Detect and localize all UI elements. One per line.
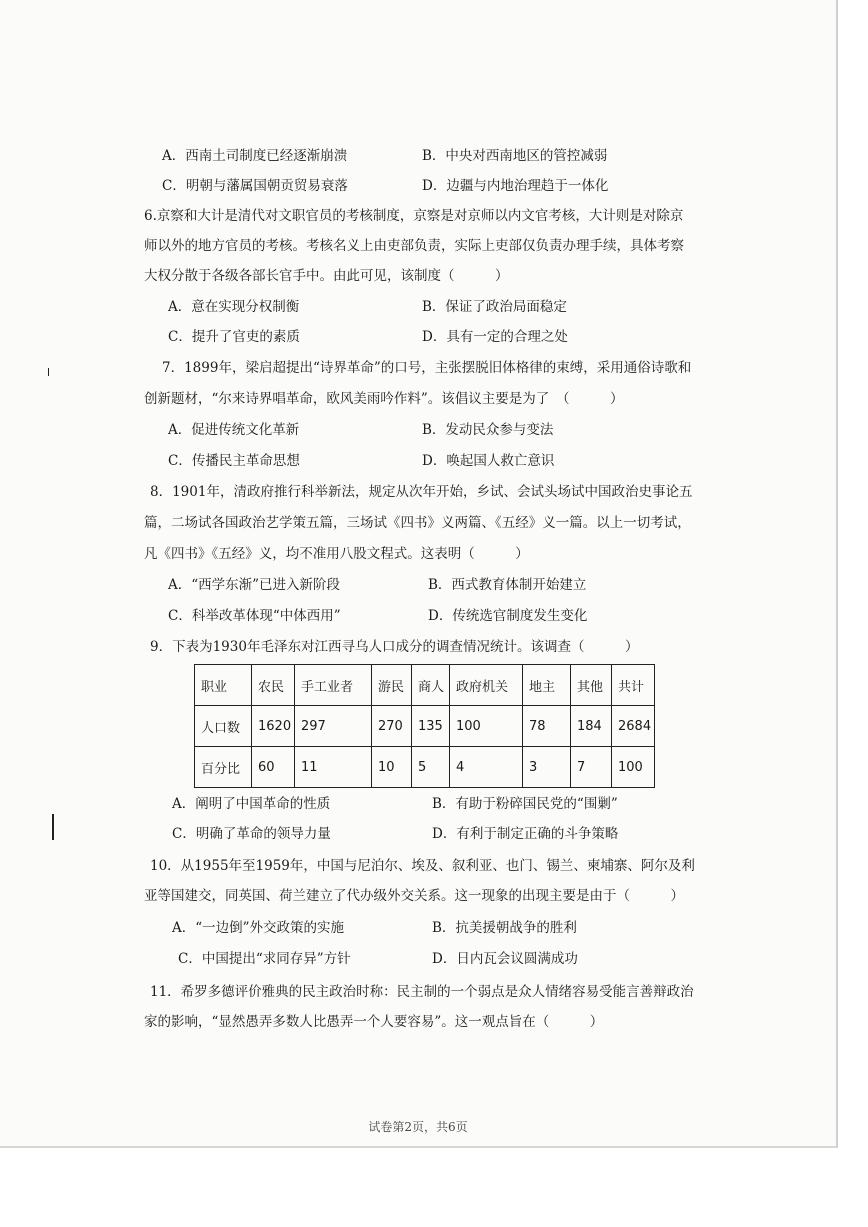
table-cell: 3 [523, 747, 571, 788]
table-cell: 5 [412, 747, 450, 788]
table-header-cell: 游民 [372, 665, 412, 706]
page-footer: 试卷第2页，共6页 [368, 1120, 468, 1134]
q10-option-b: B．抗美援朝战争的胜利 [432, 920, 577, 936]
table-header-cell: 共计 [612, 665, 655, 706]
q8-stem-line-2: 篇，二场试各国政治艺学策五篇，三场试《四书》义两篇、《五经》义一篇。以上一切考试， [144, 515, 691, 531]
census-table [194, 664, 655, 788]
table-cell: 百分比 [195, 747, 252, 788]
table-cell: 60 [252, 747, 295, 788]
q7-stem-line-2: 创新题材，“尔来诗界唱革命，欧风美雨吟作料”。该倡议主要是为了 （ ） [144, 391, 624, 407]
q8-stem-line-3: 凡《四书》《五经》义，均不准用八股文程式。这表明（ ） [144, 546, 529, 562]
prev-option-a: A．西南土司制度已经逐渐崩溃 [162, 148, 348, 164]
q8-option-d: D．传统选官制度发生变化 [428, 608, 588, 624]
q11-stem-line-2: 家的影响，“显然愚弄多数人比愚弄一个人要容易”。这一观点旨在（ ） [144, 1014, 604, 1030]
q6-stem-line-2: 师以外的地方官员的考核。考核名义上由吏部负责，实际上吏部仅负责办理手续，具体考察 [144, 238, 684, 254]
q7-stem-line-1: 7．1899年，梁启超提出“诗界革命”的口号，主张摆脱旧体格律的束缚，采用通俗诗歌和 [162, 360, 692, 376]
table-cell: 297 [295, 706, 372, 747]
table-cell: 184 [571, 706, 612, 747]
table-cell: 135 [412, 706, 450, 747]
table-cell: 4 [450, 747, 523, 788]
prev-option-d: D．边疆与内地治理趋于一体化 [422, 178, 609, 194]
table-header-cell: 手工业者 [295, 665, 372, 706]
q11-stem-line-1: 11．希罗多德评价雅典的民主政治时称：民主制的一个弱点是众人情绪容易受能言善辩政治 [150, 984, 694, 1000]
table-cell: 2684 [612, 706, 655, 747]
q7-option-d: D．唤起国人救亡意识 [422, 453, 555, 469]
table-cell: 270 [372, 706, 412, 747]
prev-option-b: B．中央对西南地区的管控减弱 [422, 148, 608, 164]
q10-option-d: D．日内瓦会议圆满成功 [432, 951, 578, 967]
table-header-cell: 其他 [571, 665, 612, 706]
table-header-row [195, 665, 655, 706]
table-cell: 11 [295, 747, 372, 788]
table-cell: 100 [612, 747, 655, 788]
table-row [195, 747, 655, 788]
q6-option-b: B．保证了政治局面稳定 [422, 299, 567, 315]
q9-option-c: C．明确了革命的领导力量 [172, 826, 331, 842]
q9-option-d: D．有利于制定正确的斗争策略 [432, 826, 619, 842]
q6-option-c: C．提升了官吏的素质 [168, 329, 300, 345]
table-header-cell: 农民 [252, 665, 295, 706]
q6-option-a: A．意在实现分权制衡 [168, 299, 300, 315]
q6-option-d: D．具有一定的合理之处 [422, 329, 568, 345]
table-cell: 7 [571, 747, 612, 788]
prev-option-c: C．明朝与藩属国朝贡贸易衰落 [162, 178, 348, 194]
q10-option-a: A．“一边倒”外交政策的实施 [172, 920, 345, 936]
table-header-cell: 地主 [523, 665, 571, 706]
q10-stem-line-2: 亚等国建交，同英国、荷兰建立了代办级外交关系。这一现象的出现主要是由于（ ） [144, 888, 684, 904]
q8-option-b: B．西式教育体制开始建立 [428, 577, 587, 593]
table-cell: 100 [450, 706, 523, 747]
table-cell: 人口数 [195, 706, 252, 747]
q9-stem: 9．下表为1930年毛泽东对江西寻乌人口成分的调查情况统计。该调查（ ） [150, 639, 639, 655]
q10-option-c: C．中国提出“求同存异”方针 [178, 951, 351, 967]
table-cell: 78 [523, 706, 571, 747]
q7-option-c: C．传播民主革命思想 [168, 453, 300, 469]
q6-stem-line-1: 6.京察和大计是清代对文职官员的考核制度，京察是对京师以内文官考核，大计则是对除京 [144, 208, 684, 224]
q9-option-a: A．阐明了中国革命的性质 [172, 796, 331, 812]
q8-option-a: A．“西学东渐”已进入新阶段 [168, 577, 341, 593]
table-cell: 1620 [252, 706, 295, 747]
table-row [195, 706, 655, 747]
q8-stem-line-1: 8．1901年，清政府推行科举新法，规定从次年开始，乡试、会试头场试中国政治史事论五 [150, 484, 693, 500]
q8-option-c: C．科举改革体现“中体西用” [168, 608, 341, 624]
q6-stem-line-3: 大权分散于各级各部长官手中。由此可见，该制度（ ） [144, 268, 509, 284]
scan-margin-mark [52, 814, 54, 840]
q10-stem-line-1: 10．从1955年至1959年，中国与尼泊尔、埃及、叙利亚、也门、锡兰、柬埔寨、阿尔及利 [150, 858, 695, 874]
q7-option-a: A．促进传统文化革新 [168, 422, 300, 438]
table-header-cell: 商人 [412, 665, 450, 706]
table-header-cell: 职业 [195, 665, 252, 706]
table-cell: 10 [372, 747, 412, 788]
scan-margin-mark [48, 368, 49, 376]
q7-option-b: B．发动民众参与变法 [422, 422, 554, 438]
q9-option-b: B．有助于粉碎国民党的“围剿” [432, 796, 618, 812]
table-header-cell: 政府机关 [450, 665, 523, 706]
